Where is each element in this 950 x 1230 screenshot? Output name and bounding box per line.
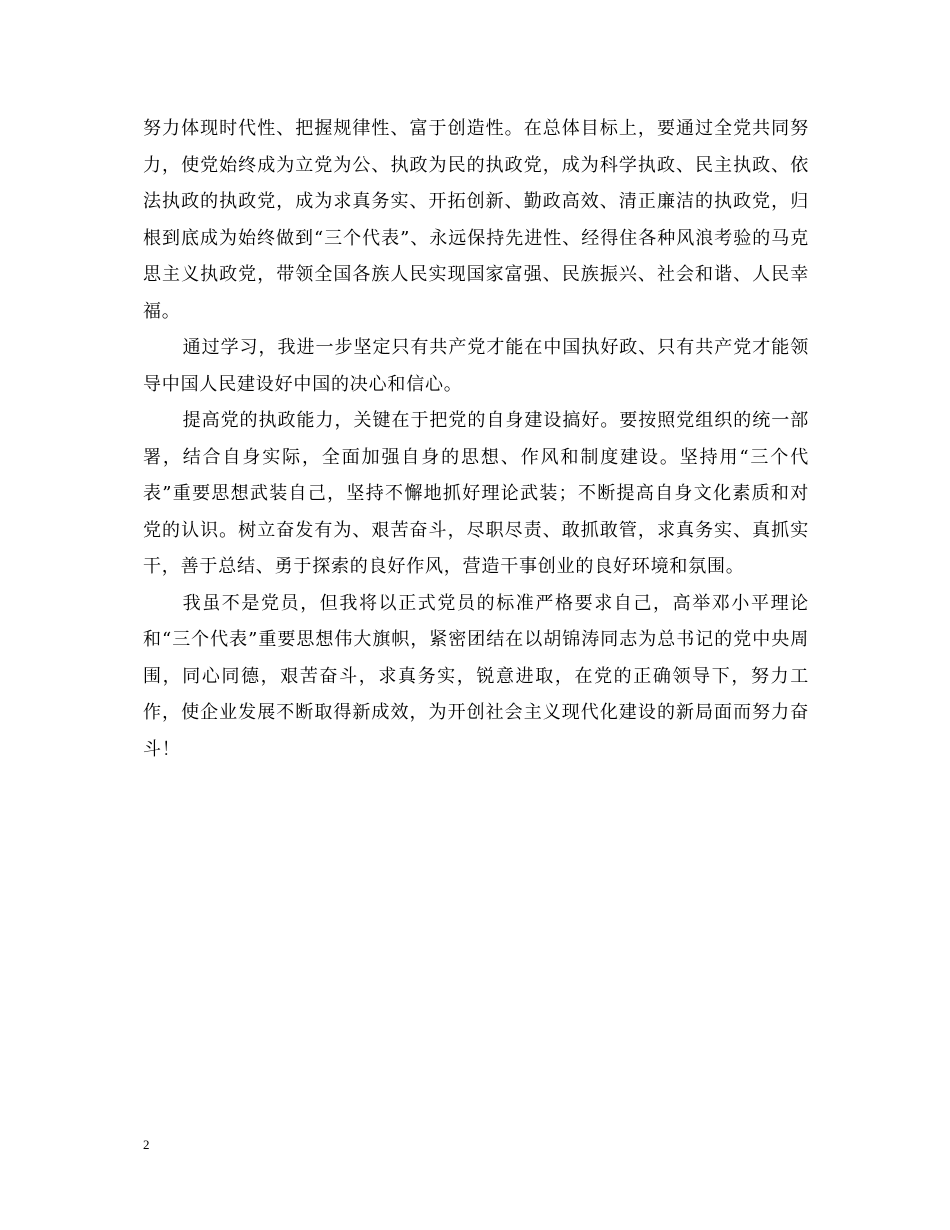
paragraph-party-building: 提高党的执政能力，关键在于把党的自身建设搞好。要按照党组织的统一部署，结合自身实际，全面加强自身的思想、作风和制度建设。坚持用“三个代表”重要思想武装自己，坚持不懈地抓好理论武装；不断提高自身文化素质和对党的认识。树立奋发有为、艰苦奋斗，尽职尽责、敢抓敢管，求真务实、真抓实干，善于总结、勇于探索的良好作风，营造干事创业的良好环境和氛围。 — [143, 410, 809, 577]
paragraph-study-conviction: 通过学习，我进一步坚定只有共产党才能在中国执好政、只有共产党才能领导中国人民建设好中国的决心和信心。 — [143, 337, 809, 395]
paragraph-personal-commitment: 我虽不是党员，但我将以正式党员的标准严格要求自己，高举邓小平理论和“三个代表”重要思想伟大旗帜，紧密团结在以胡锦涛同志为总书记的党中央周围，同心同德，艰苦奋斗，求真务实，锐意进取，在党的正确领导下，努力工作，使企业发展不断取得新成效，为开创社会主义现代化建设的新局面而努力奋斗！ — [143, 592, 809, 760]
paragraph-continued: 努力体现时代性、把握规律性、富于创造性。在总体目标上，要通过全党共同努力，使党始终成为立党为公、执政为民的执政党，成为科学执政、民主执政、依法执政的执政党，成为求真务实、开拓创新、勤政高效、清正廉洁的执政党，归根到底成为始终做到“三个代表”、永远保持先进性、经得住各种风浪考验的马克思主义执政党，带领全国各族人民实现国家富强、民族振兴、社会和谐、人民幸福。 — [143, 118, 809, 322]
body-text — [143, 111, 809, 768]
page-number: 2 — [143, 1137, 150, 1152]
